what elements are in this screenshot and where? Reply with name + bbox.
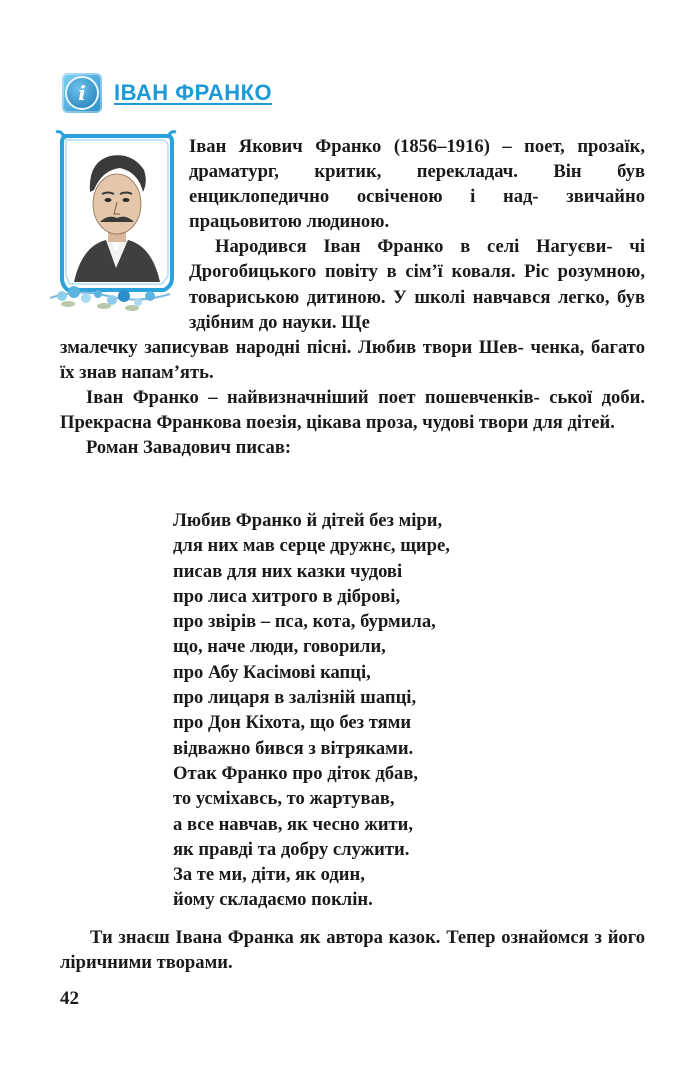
bio-p3-line: чудові твори для дітей. xyxy=(422,412,615,434)
portrait-illustration xyxy=(48,128,182,312)
bio-p2-line: змалечку записував народні пісні. Любив твори Шев- xyxy=(60,337,524,358)
poem-line: відважно бився з вітряками. xyxy=(173,737,414,759)
bio-p2-line: ченка, багато їх знав напам’ять. xyxy=(60,337,645,384)
bio-lower-block xyxy=(60,335,645,460)
poem-line: що, наче люди, говорили, xyxy=(173,636,386,658)
poem-line: про звірів – пса, кота, бурмила, xyxy=(173,611,436,633)
poem-line: йому складаємо поклін. xyxy=(173,889,373,911)
poem-line: писав для них казки чудові xyxy=(173,560,403,582)
bio-upper-block xyxy=(189,134,645,335)
bio-p2-line: розумною, товариською дитиною. У школі xyxy=(189,261,645,308)
poem-line: для них мав серце дружнє, щире, xyxy=(173,535,450,557)
poem-line: про лиса хитрого в діброві, xyxy=(173,585,401,607)
closing-paragraph-block xyxy=(60,925,645,975)
bio-paragraph-2-top xyxy=(189,234,645,334)
poem-line: За те ми, діти, як один, xyxy=(173,864,365,886)
poem-line: а все навчав, як чесно жити, xyxy=(173,813,414,835)
closing-line: Ти знаєш Івана Франка як автора казок. Тепер xyxy=(90,927,496,948)
poem-line: про лицаря в залізній шапці, xyxy=(173,687,417,709)
bio-p1-line: Іван Якович Франко (1856–1916) – поет, xyxy=(189,136,565,157)
bio-paragraph-3 xyxy=(60,385,645,435)
bio-paragraph-2-bottom xyxy=(60,335,645,385)
info-icon xyxy=(62,73,102,113)
closing-paragraph xyxy=(60,925,645,975)
page-number: 42 xyxy=(60,988,79,1009)
bio-p2-line: чі Дрогобицького повіту в сім’ї коваля. Ріс xyxy=(189,236,645,283)
bio-p2-line: навчався легко, був здібним до науки. Ще xyxy=(189,286,645,333)
poem-line: то усміхавсь, то жартував, xyxy=(173,788,395,810)
bio-p1-line: звичайно працьовитою людиною. xyxy=(189,186,645,233)
poem-line: Любив Франко й дітей без міри, xyxy=(173,510,443,531)
section-header xyxy=(62,70,272,116)
bio-p2-line: Народився Іван Франко в селі Нагуєви- xyxy=(215,236,613,258)
poem-line: як правді та добру служити. xyxy=(173,838,410,860)
poem xyxy=(173,508,613,913)
bio-paragraph-4: Роман Завадович писав: xyxy=(86,437,292,459)
poem-line: про Абу Касімові капці, xyxy=(173,661,371,683)
info-icon-glyph: i xyxy=(65,76,99,110)
poem-line: про Дон Кіхота, що без тями xyxy=(173,712,412,734)
bio-p3-line: Іван Франко – найвизначніший поет пошевченків- xyxy=(86,387,540,409)
bio-p3-line: ської доби. Прекрасна Франкова поезія, цікава проза, xyxy=(60,387,646,434)
closing-line: ознайомся з його ліричними творами. xyxy=(60,927,646,974)
bio-paragraph-1 xyxy=(189,134,645,234)
page-title: ІВАН ФРАНКО xyxy=(114,80,273,105)
bio-p1-line: Він був енциклопедично освіченою і над- xyxy=(189,161,645,208)
poem-line: Отак Франко про діток дбав, xyxy=(173,762,419,784)
bio-p1-line: прозаїк, драматург, критик, перекладач. xyxy=(189,136,645,183)
